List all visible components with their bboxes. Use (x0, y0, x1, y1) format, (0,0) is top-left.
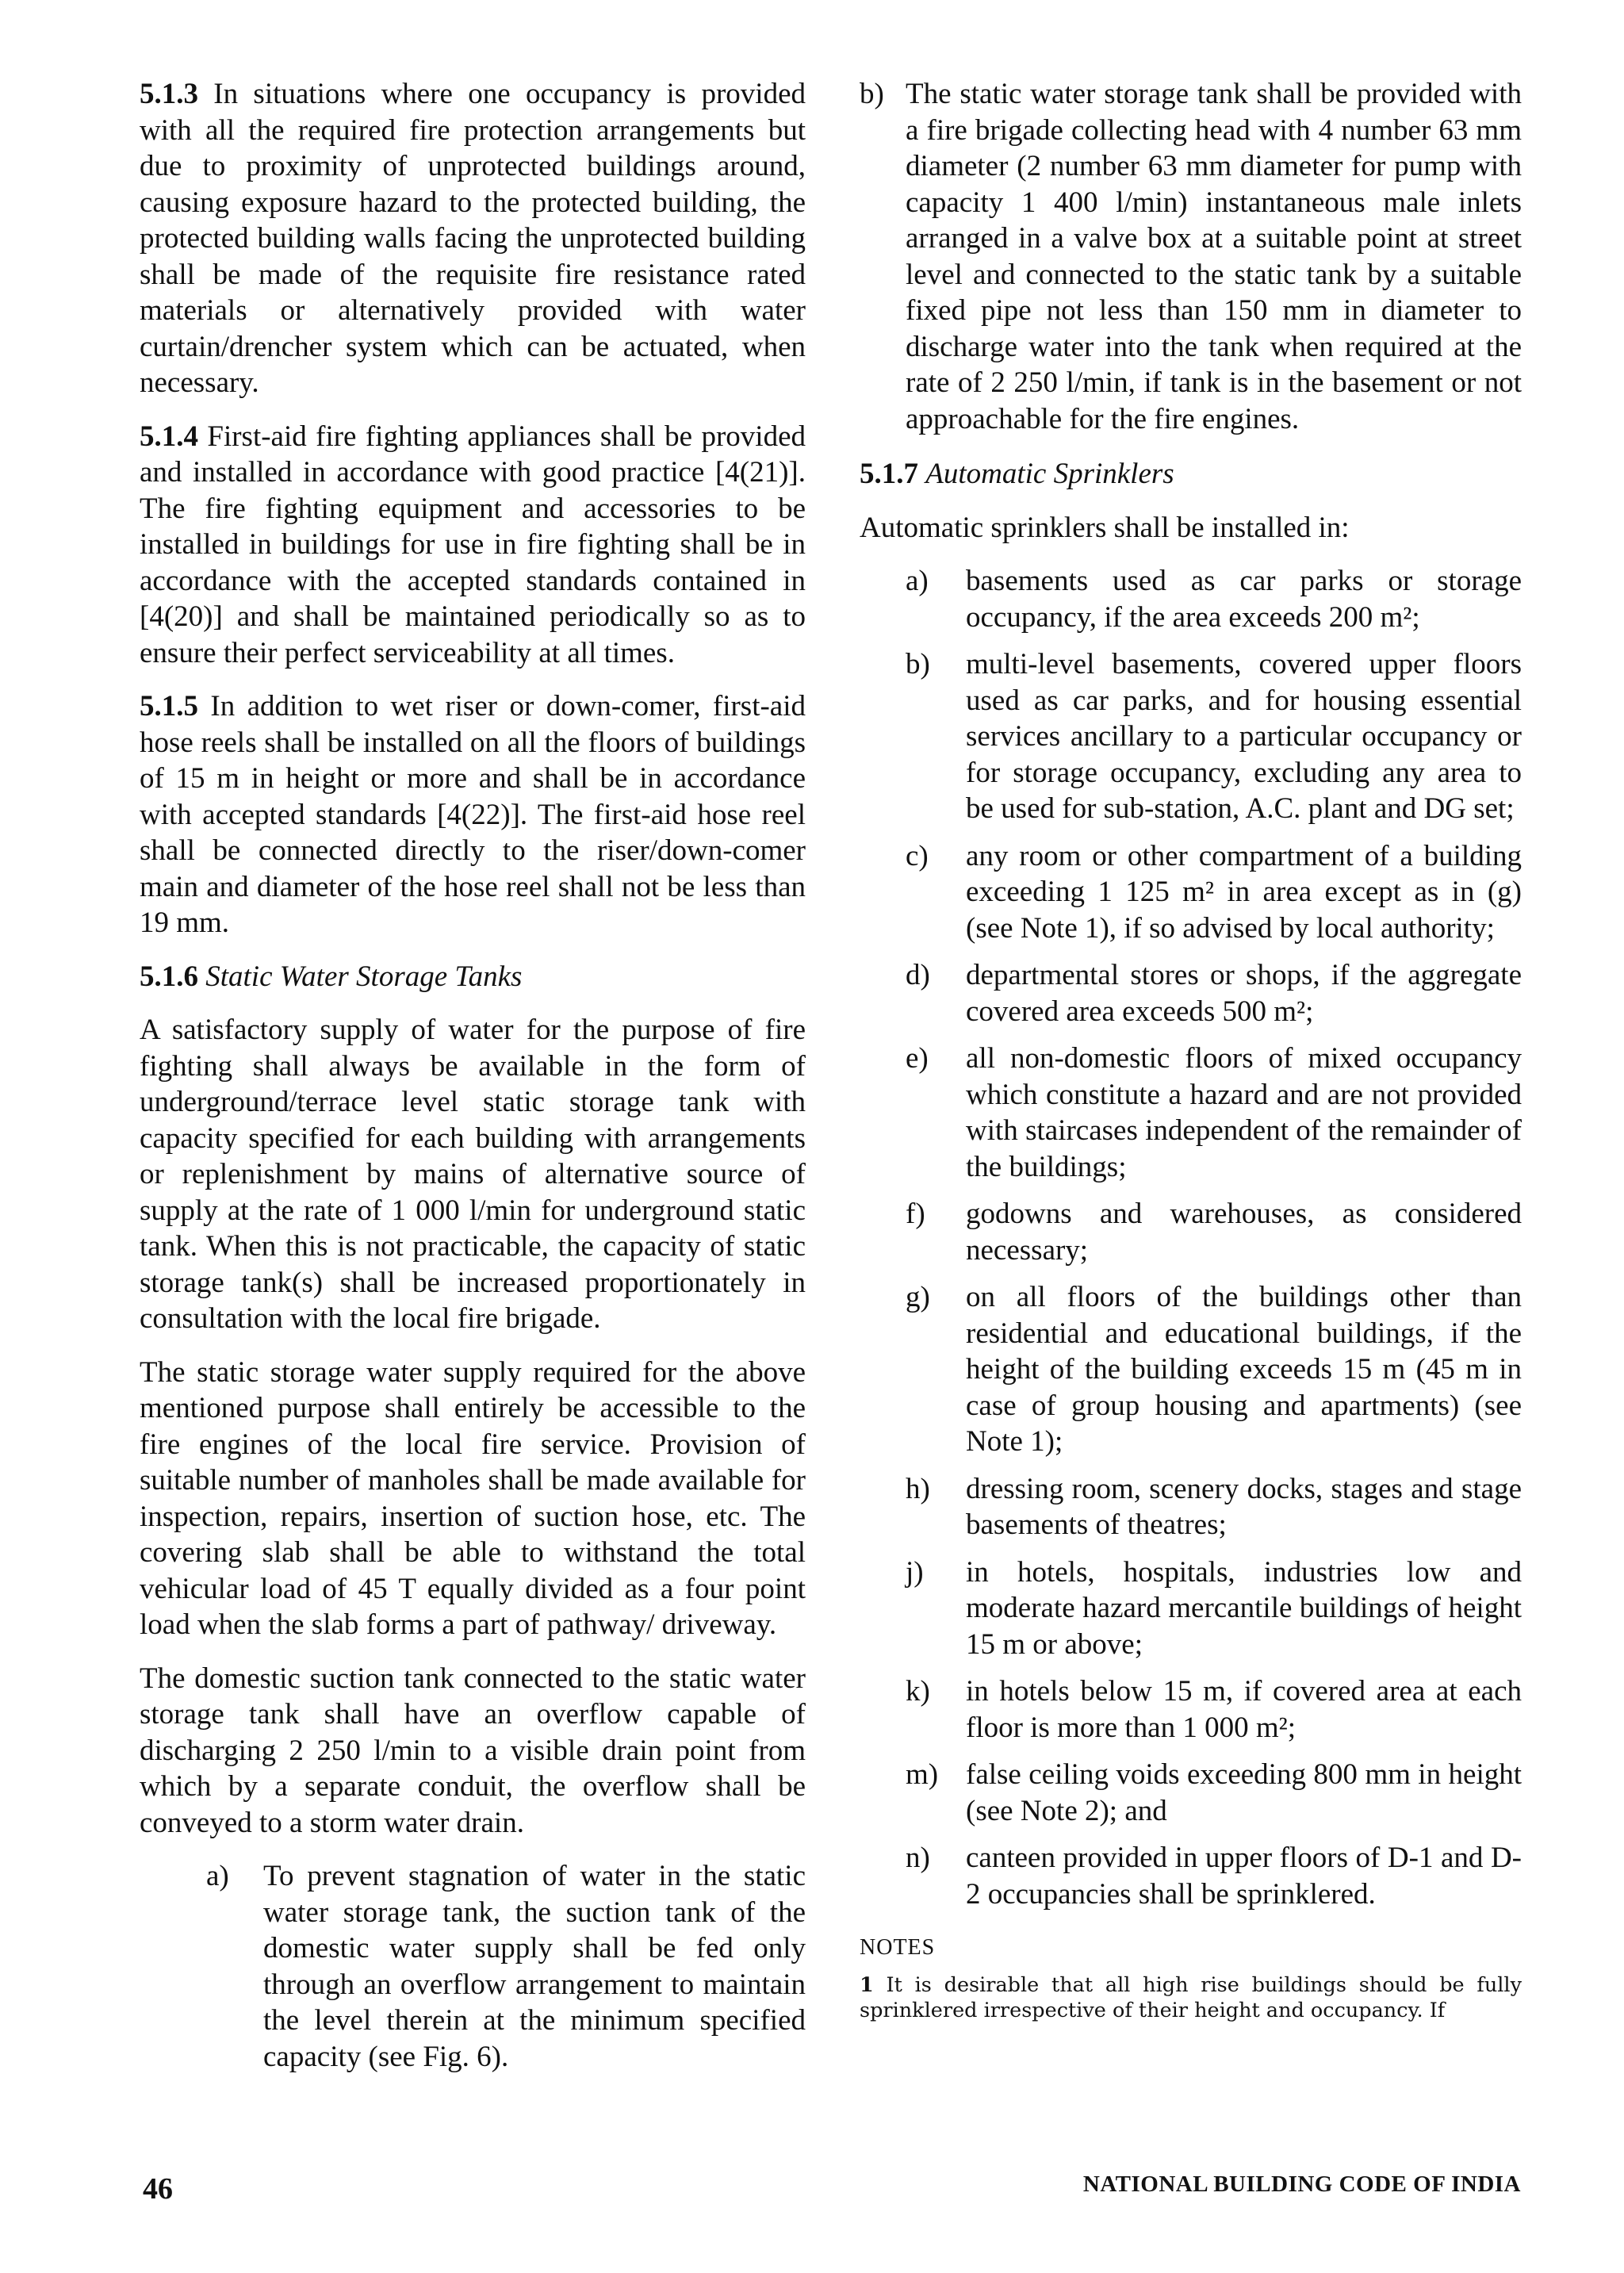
clause-title: Automatic Sprinklers (925, 458, 1174, 490)
item-text: multi-level basements, covered upper floors used as car parks, and for housing essential services ancillary to a particular occupancy or for storage occupancy, excluding any area to be used for sub-station, A.C. plant and DG set; (966, 648, 1522, 825)
clause-5-1-5 (140, 688, 806, 941)
item-letter: n) (906, 1842, 930, 1874)
clause-text: In situations where one occupancy is provided with all the required fire protection arrangements but due to proximity of unprotected buildings around, causing exposure hazard to the protected building, the protected building walls facing the unprotected building shall be made of the requisite fire resistance rated materials or alternatively provided with water curtain/drencher system which can be actuated, when necessary. (140, 78, 806, 399)
list-item (906, 1279, 1522, 1460)
clause-number: 5.1.7 (860, 458, 918, 490)
item-text: in hotels, hospitals, industries low and moderate hazard mercantile buildings of height 15 m or above; (966, 1555, 1522, 1661)
item-letter: c) (906, 839, 929, 872)
list-item (906, 1757, 1522, 1829)
paragraph: A satisfactory supply of water for the purpose of fire fighting shall always be available in the form of underground/terrace level static storage tank with capacity specified for each building with arrangements or replenishment by mains of alternative source of supply at the rate of 1 000 l/min for underground static tank. When this is not practicable, the capacity of static storage tank(s) shall be increased proportionately in consultation with the local fire brigade. (140, 1014, 806, 1335)
item-text: false ceiling voids exceeding 800 mm in height (see Note 2); and (966, 1758, 1522, 1827)
item-letter: m) (906, 1758, 939, 1791)
notes-label: NOTES (860, 1935, 936, 1960)
note-1 (860, 1972, 1522, 2023)
clause-text: First-aid fire fighting appliances shall be provided and installed in accordance with good practice [4(21)]. The fire fighting equipment and accessories to be installed in buildings for use in fire fighting shall be in accordance with the accepted standards contained in [4(20)] and shall be maintained periodically so as to ensure their perfect serviceability at all times. (140, 420, 806, 669)
note-number: 1 (860, 1972, 874, 1997)
clause-5-1-7-heading (860, 456, 1522, 493)
item-text: To prevent stagnation of water in the static water storage tank, the suction tank of the domestic water supply shall be fed only through an overflow arrangement to maintain the level therein at the minimum specified capacity (see Fig. 6). (263, 1860, 806, 2073)
clause-text: In addition to wet riser or down-comer, first-aid hose reels shall be installed on all the floors of buildings of 15 m in height or more and shall be in accordance with accepted standards [4(22)]. The first-aid hose reel shall be connected directly to the riser/down-comer main and diameter of the hose reel shall not be less than 19 mm. (140, 690, 806, 939)
list-item (906, 646, 1522, 827)
right-column (860, 76, 1522, 2023)
item-letter: j) (906, 1555, 924, 1589)
item-letter: b) (906, 648, 930, 680)
list-intro: Automatic sprinklers shall be installed in: (860, 511, 1350, 544)
list-item (906, 838, 1522, 947)
item-letter: g) (906, 1281, 930, 1313)
item-text: basements used as car parks or storage occupancy, if the area exceeds 200 m²; (966, 565, 1522, 634)
item-letter: h) (906, 1472, 930, 1505)
list-item (906, 1673, 1522, 1746)
list-item (860, 76, 1522, 437)
paragraph: The static storage water supply required for the above mentioned purpose shall entirely be accessible to the fire engines of the local fire service. Provision of suitable number of manholes shall be made available for inspection, repairs, insertion of suction hose, etc. The covering slab shall be able to withstand the total vehicular load of 45 T equally divided as a four point load when the slab forms a part of pathway/ driveway. (140, 1355, 806, 1641)
clause-5-1-4 (140, 419, 806, 672)
item-letter: k) (906, 1675, 930, 1708)
item-letter: a) (206, 1860, 229, 1892)
item-text: dressing room, scenery docks, stages and stage basements of theatres; (966, 1472, 1522, 1541)
list-item (906, 1196, 1522, 1268)
clause-number: 5.1.5 (140, 690, 198, 723)
item-text: in hotels below 15 m, if covered area at each floor is more than 1 000 m²; (966, 1675, 1522, 1744)
list-item (906, 1471, 1522, 1543)
item-text: canteen provided in upper floors of D-1 and D-2 occupancies shall be sprinklered. (966, 1842, 1522, 1911)
item-text: all non-domestic floors of mixed occupancy which constitute a hazard and are not provided with staircases independent of the remainder of the buildings; (966, 1042, 1522, 1183)
item-text: any room or other compartment of a building exceeding 1 125 m² in area except as in (g) (see Note 1), if so advised by local authority; (966, 839, 1522, 945)
list-item (906, 957, 1522, 1029)
paragraph: The domestic suction tank connected to the static water storage tank shall have an overflow capable of discharging 2 250 l/min to a visible drain point from which by a separate conduit, the overflow shall be conveyed to a storm water drain. (140, 1662, 806, 1839)
item-text: on all floors of the buildings other than residential and educational buildings, if the height of the building exceeds 15 m (45 m in case of group housing and apartments) (see Note 1); (966, 1281, 1522, 1458)
tank-list (140, 1858, 806, 2075)
list-item (906, 563, 1522, 635)
item-letter: e) (906, 1042, 929, 1075)
item-letter: d) (906, 959, 930, 991)
list-item (906, 1840, 1522, 1912)
item-letter: a) (906, 565, 929, 597)
footer-title: NATIONAL BUILDING CODE OF INDIA (1082, 2171, 1521, 2197)
list-item (906, 1041, 1522, 1185)
item-text: departmental stores or shops, if the aggregate covered area exceeds 500 m²; (966, 959, 1522, 1028)
sprinkler-list (860, 563, 1522, 1912)
item-text: godowns and warehouses, as considered necessary; (966, 1198, 1522, 1267)
item-letter: f) (906, 1198, 925, 1230)
clause-number: 5.1.4 (140, 420, 198, 453)
item-letter: b) (860, 78, 884, 110)
item-text: The static water storage tank shall be provided with a fire brigade collecting head with 4 number 63 mm diameter (2 number 63 mm diameter for pump with capacity 1 400 l/min) instantaneous male inlets arranged in a valve box at a suitable point at street level and connected to the static tank by a suitable fixed pipe not less than 150 mm in diameter to discharge water into the tank when required at the rate of 2 250 l/min, if tank is in the basement or not approachable for the fire engines. (906, 78, 1522, 435)
clause-title: Static Water Storage Tanks (205, 960, 523, 993)
list-item (206, 1858, 806, 2075)
clause-number: 5.1.3 (140, 78, 198, 110)
clause-number: 5.1.6 (140, 960, 198, 993)
left-column (140, 76, 806, 2092)
clause-5-1-3 (140, 76, 806, 401)
list-item (906, 1554, 1522, 1663)
page-number: 46 (143, 2172, 173, 2206)
note-text: It is desirable that all high rise buildings should be fully sprinklered irrespective of their height and occupancy. If (860, 1972, 1522, 2022)
clause-5-1-6-heading (140, 959, 806, 995)
